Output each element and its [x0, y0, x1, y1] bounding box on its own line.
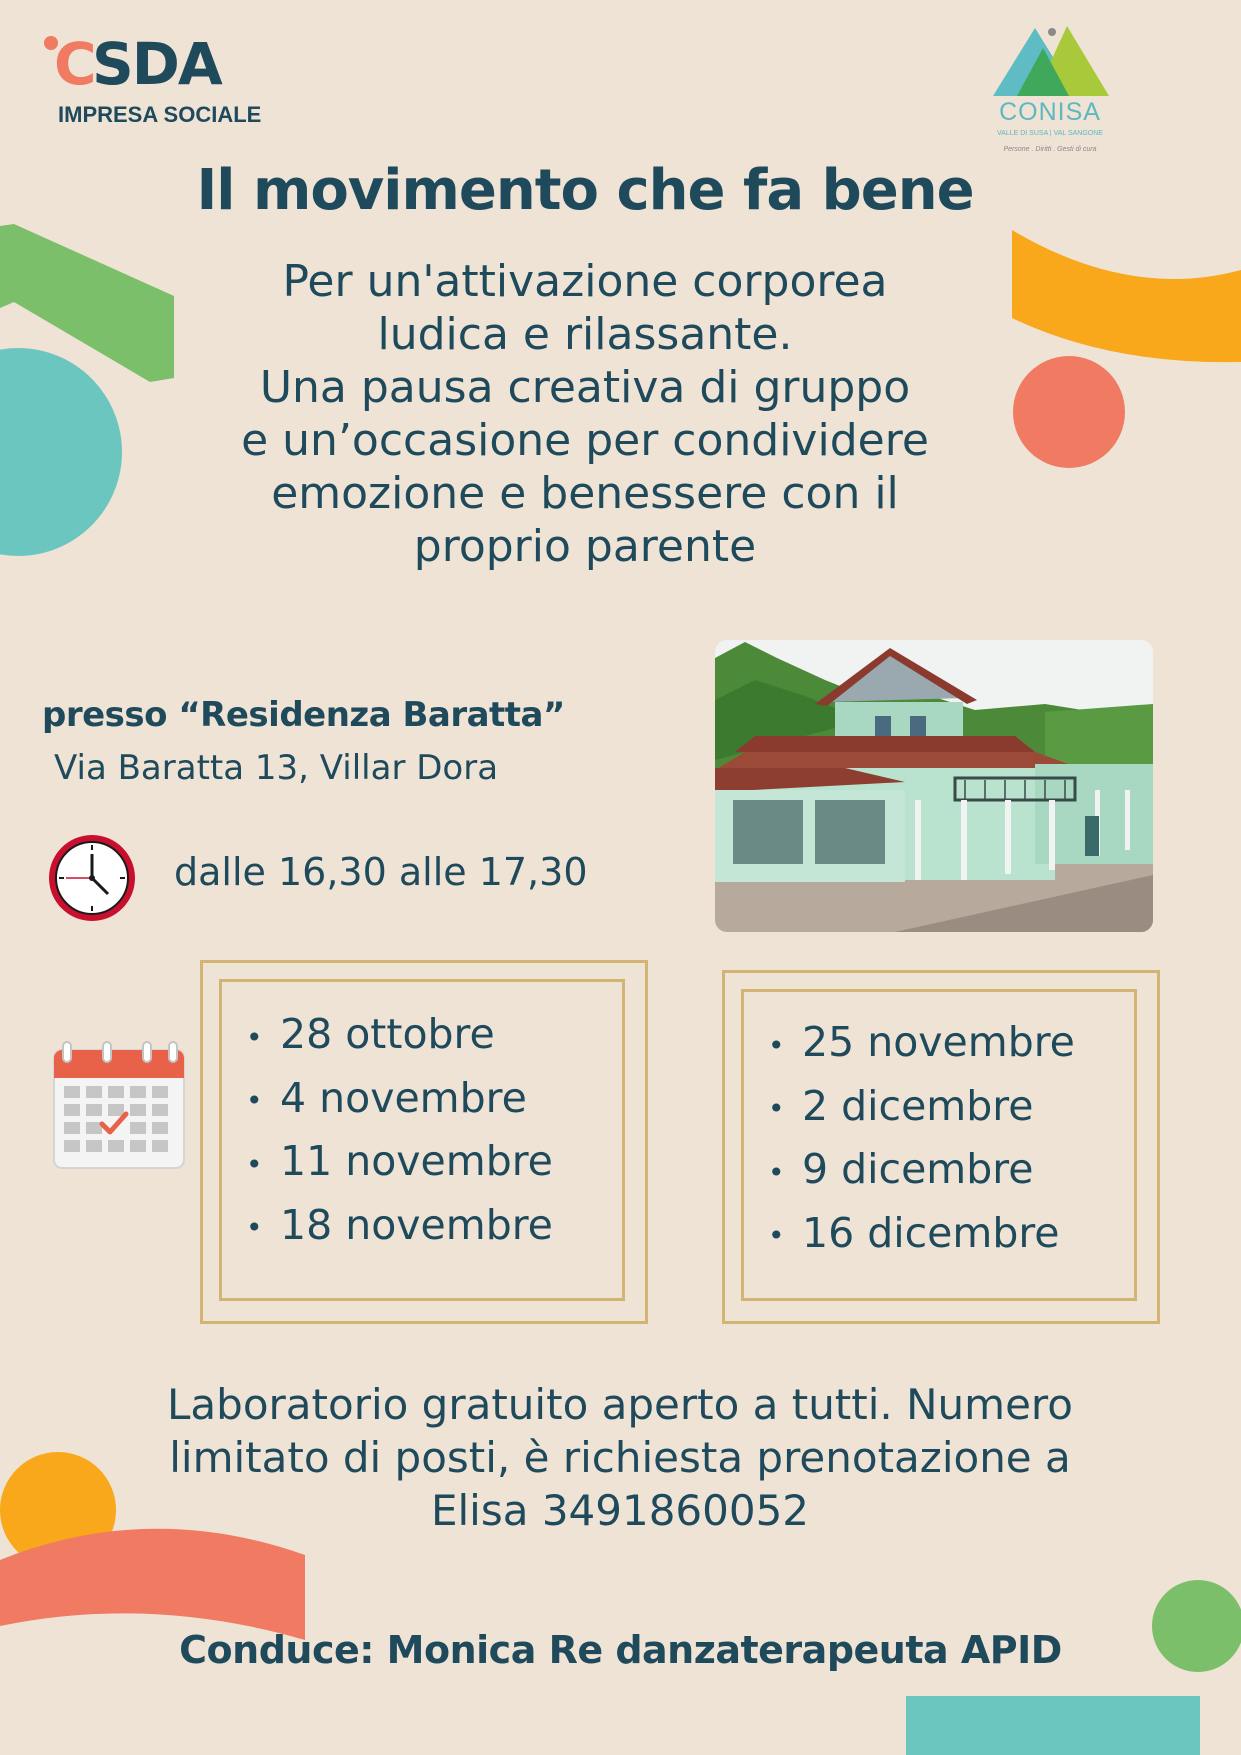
dates-box-inner-frame — [741, 989, 1137, 1301]
conisa-logo-tagline: VALLE DI SUSA | VAL SANGONE — [997, 130, 1103, 137]
csda-logo-mark: C — [54, 30, 95, 98]
intro-line: e un’occasione per condividere — [241, 415, 929, 466]
intro-line: Una pausa creativa di gruppo — [259, 362, 911, 413]
csda-logo-name: SDA — [92, 30, 221, 98]
conductor-credit: Conduce: Monica Re danzaterapeuta APID — [179, 1628, 1062, 1672]
dates-box-inner-frame — [219, 979, 625, 1301]
clock-icon — [46, 832, 138, 924]
booking-info-line: limitato di posti, è richiesta prenotazione a — [169, 1433, 1071, 1482]
booking-info — [40, 1378, 1200, 1537]
date-item: • 9 dicembre — [768, 1139, 1075, 1203]
conisa-logo-motto: Persone . Diritti . Gesti di cura — [1003, 146, 1097, 153]
conisa-mountains-icon — [991, 22, 1109, 98]
intro-line: emozione e benessere con il — [271, 468, 899, 519]
booking-info-line: Laboratorio gratuito aperto a tutti. Numero — [167, 1380, 1073, 1429]
conisa-logo — [985, 22, 1125, 162]
date-item: • 28 ottobre — [246, 1004, 553, 1068]
csda-logo-subtitle: IMPRESA SOCIALE — [58, 102, 262, 127]
teal-circle-shape — [0, 348, 122, 556]
venue-name: presso “Residenza Baratta” — [42, 695, 565, 735]
venue-address: Via Baratta 13, Villar Dora — [54, 748, 499, 788]
event-time: dalle 16,30 alle 17,30 — [174, 850, 588, 894]
page-title: Il movimento che fa bene — [196, 158, 974, 223]
coral-circle-shape — [1013, 356, 1125, 468]
intro-line: ludica e rilassante. — [377, 309, 793, 360]
intro-text — [150, 255, 1020, 573]
dates-list-right — [768, 1012, 1075, 1266]
dates-list-left — [246, 1004, 553, 1258]
coral-wave-shape — [0, 1529, 305, 1640]
intro-line: Per un'attivazione corporea — [282, 256, 888, 307]
date-item: • 4 novembre — [246, 1068, 553, 1132]
date-item: • 18 novembre — [246, 1195, 553, 1259]
date-item: • 11 novembre — [246, 1131, 553, 1195]
date-item: • 2 dicembre — [768, 1076, 1075, 1140]
conisa-logo-name: CONISA — [999, 98, 1101, 126]
csda-logo — [42, 30, 302, 130]
booking-info-line: Elisa 3491860052 — [430, 1486, 810, 1535]
intro-line: proprio parente — [413, 521, 757, 572]
teal-rect-shape — [906, 1696, 1200, 1755]
dates-box-right — [722, 970, 1160, 1324]
date-item: • 16 dicembre — [768, 1203, 1075, 1267]
calendar-icon — [52, 1040, 186, 1170]
date-item: • 25 novembre — [768, 1012, 1075, 1076]
residenza-baratta-photo — [715, 640, 1153, 932]
orange-arc-shape — [1012, 230, 1241, 362]
dates-box-left — [200, 960, 648, 1324]
